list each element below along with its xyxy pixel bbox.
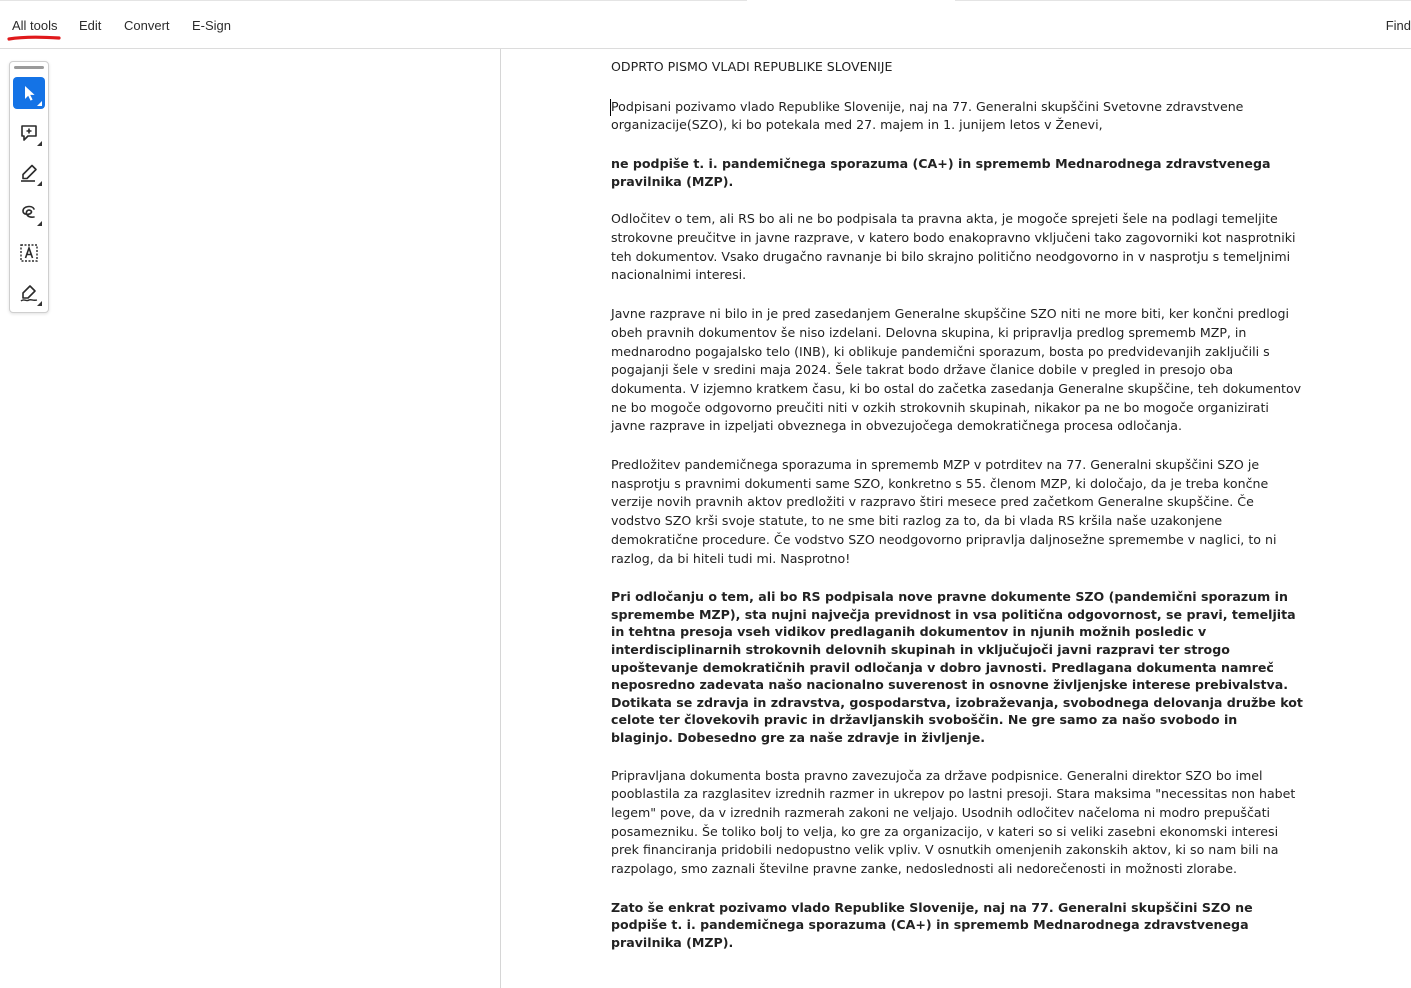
paragraph-3: Odločitev o tem, ali RS bo ali ne bo podpisala ta pravna akta, je mogoče sprejeti šele na podlagi temeljite strokovne preučitve in javne razprave, v katero bodo enakopravno vključeni tako zagovorniki kot nasprotniki teh dokumentov. Vsako drugačno ravnanje bi bilo skrajno politično neodgovorno in v nasprotju s temeljnimi nacionalnimi interesi. [611, 211, 1296, 283]
text-box-icon [18, 242, 40, 264]
paragraph-8-bold: Zato še enkrat pozivamo vlado Republike Slovenije, naj na 77. Generalni skupščini SZO ne podpiše t. i. pandemičnega sporazuma (CA+) in sprememb Mednarodnega zdravstvenega pravilnika (MZP). [611, 899, 1253, 950]
tool-menu-corner [37, 141, 42, 146]
tool-menu-corner [37, 221, 42, 226]
paragraph-7: Pripravljana dokumenta bosta pravno zavezujoča za države podpisnice. Generalni direktor SZO bo imel pooblastila za razglasitev izrednih razmer in ukrepov po lastni presoji. Stara maksima "necessitas non habet legem" pove, da v izrednih razmerah zakoni ne veljajo. Usodnih odločitev načeloma ni modro prepuščati posamezniku. Še toliko bolj to velja, ko gre za organizacijo, v kateri so si veliki zasebni ekonomski interesi prek financiranja pridobili nedopustno velik vpliv. V osnutkih omenjenih zakonskih aktov, ki so nam bili na razpolago, smo zaznali številne pravne zanke, nedoslednosti ali nedorečenosti in možnosti zlorabe. [611, 767, 1296, 877]
paragraph-6-bold: Pri odločanju o tem, ali bo RS podpisala nove pravne dokumente SZO (pandemični sporazum in spremembe MZP), sta nujni največja previdnost in vsa politična odgovornost, se pravi, temeljita in tehtna presoja vseh vidikov predlaganih dokumentov in njunih možnih posledic v interdisciplinarnih strokovnih delovnih skupinah in vključujoči javni razpravi ter strogo upoštevanje demokratičnih pravil odločanja v dobro javnosti. Predlagana dokumenta namreč neposredno zadevata našo nacionalno suverenost in osnovne življenjske interese prebivalstva. Dotikata se zdravja in zdravstva, gospodarstva, izobraževanja, svobodnega delovanja družbe kot celote ter človekovih pravic in državljanskih svoboščin. Ne gre samo za našo svobodo in blaginjo. Dobesedno gre za naše zdravje in življenje. [611, 589, 1303, 745]
top-menu-bar [0, 0, 1411, 49]
add-comment-tool[interactable] [13, 117, 45, 149]
menu-convert[interactable]: Convert [124, 18, 170, 33]
document-page[interactable] [611, 58, 1303, 972]
menu-esign[interactable]: E-Sign [192, 18, 232, 33]
find-button[interactable]: Find [1385, 18, 1411, 33]
paragraph-4: Javne razprave ni bilo in je pred zasedanjem Generalne skupščine SZO niti ne more biti, ker končni predlogi obeh pravnih dokumentov še niso izdelani. Delovna skupina, ki pripravlja predlog sprememb MZP, in mednarodno pogajalsko telo (INB), ki oblikuje pandemični sporazum, bosta po predvidevanjih zaključili s pogajanji šele v sredini maja 2024. Šele takrat bodo države članice dobile v pregled in presojo oba dokumenta. V izjemno kratkem času, ki bo ostal do začetka zasedanja Generalne skupščine, teh dokumentov ne bo mogoče odgovorno preučiti niti v ozkih strokovnih skupinah, nikakor pa ne bo mogoče organizirati javne razprave in izpeljati obveznega in obvezujočega demokratičnega procesa odločanja. [611, 306, 1302, 434]
toolbar-drag-handle[interactable] [14, 66, 44, 69]
paragraph-5: Predložitev pandemičnega sporazuma in sprememb MZP v potrditev na 77. Generalni skupščini SZO je nasprotju s pravnimi dokumenti same SZO, konkretno s 55. členom MZP, ki določajo, da je treba končne verzije novih pravnih aktov predložiti v razpravo štiri mesece pred začetkom Generalne skupščine. Če vodstvo SZO krši svoje statute, to ne sme biti razlog za to, da bi vlada RS kršila naše uzakonjene demokratične procedure. Če vodstvo SZO neodgovorno pripravlja daljnosežne spremembe v naglici, to ni razlog, da bi hiteli tudi mi. Nasprotno! [611, 457, 1277, 566]
tool-menu-corner [37, 101, 42, 106]
red-underline-annotation [7, 33, 63, 43]
left-pane [0, 49, 501, 988]
topbar-top-border [0, 0, 1411, 1]
sign-tool[interactable] [13, 277, 45, 309]
tool-menu-corner [37, 181, 42, 186]
select-tool[interactable] [13, 77, 45, 109]
menu-edit[interactable]: Edit [79, 18, 102, 33]
add-text-tool[interactable] [13, 237, 45, 269]
paragraph-1: Podpisani pozivamo vlado Republike Slovenije, naj na 77. Generalni skupščini Svetovne zdravstvene organizacije(SZO), ki bo potekala med 27. majem in 1. junijem letos v Ženevi, [611, 98, 1244, 133]
paragraph-2-bold: ne podpiše t. i. pandemičnega sporazuma (CA+) in sprememb Mednarodnega zdravstvenega pravilnika (MZP). [611, 156, 1271, 189]
highlight-tool[interactable] [13, 157, 45, 189]
tool-menu-corner [37, 301, 42, 306]
document-title: ODPRTO PISMO VLADI REPUBLIKE SLOVENIJE [611, 59, 893, 74]
topbar-tab-gap [747, 0, 955, 1]
quick-tools-toolbar [9, 61, 49, 313]
menu-all-tools[interactable]: All tools [12, 18, 58, 33]
draw-tool[interactable] [13, 197, 45, 229]
